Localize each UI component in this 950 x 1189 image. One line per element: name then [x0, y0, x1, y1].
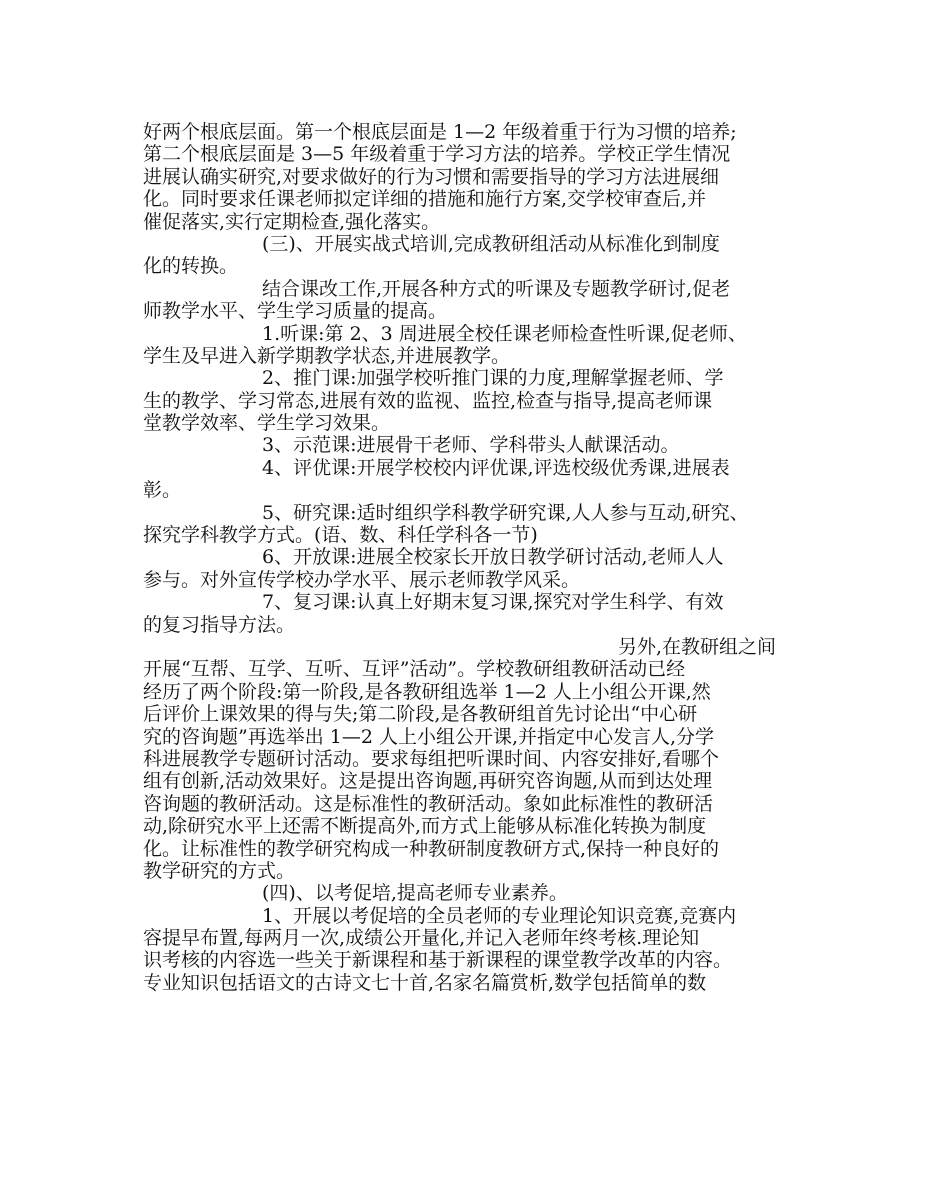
text-line: 化。同时要求任课老师拟定详细的措施和施行方案,交学校审查后,并	[143, 188, 707, 211]
text-line: 经历了两个阶段:第一阶段,是各教研组选举 1—2 人上小组公开课,然	[143, 680, 711, 703]
text-line: 5、研究课:适时组织学科教学研究课,人人参与互动,研究、	[262, 501, 749, 524]
text-line: 好两个根底层面。第一个根底层面是 1—2 年级着重于行为习惯的培养;	[143, 121, 737, 143]
document-body	[143, 121, 823, 994]
text-line: 究的咨询题”再选举出 1—2 人上小组公开课,并指定中心发言人,分学	[143, 725, 715, 748]
text-line: 第二个根底层面是 3—5 年级着重于学习方法的培养。学校正学生情况	[143, 143, 731, 166]
text-line: 组有创新,活动效果好。这是提出咨询题,再研究咨询题,从而到达处理	[143, 770, 713, 793]
text-line: (三)、开展实战式培训,完成教研组活动从标准化到制度	[262, 232, 720, 255]
text-line: 生的教学、学习常态,进展有效的监视、监控,检查与指导,提高老师课	[143, 389, 713, 412]
text-line: 彰。	[143, 479, 182, 502]
text-line: (四)、以考促培,提高老师专业素养。	[262, 882, 568, 905]
text-line: 专业知识包括语文的古诗文七十首,名家名篇赏析,数学包括简单的数	[143, 971, 707, 994]
text-line: 教学研究的方式。	[143, 859, 296, 882]
text-line: 科进展教学专题研讨活动。要求每组把听课时间、内容安排好,看哪个	[143, 747, 720, 770]
text-line: 化。让标准性的教学研究构成一种教研制度教研方式,保持一种良好的	[143, 837, 720, 860]
text-line: 6、开放课:进展全校家长开放日教学研讨活动,老师人人	[262, 546, 724, 569]
text-line: 咨询题的教研活动。这是标准性的教研活动。象如此标准性的教研活	[143, 792, 714, 815]
text-line: 进展认确实研究,对要求做好的行为习惯和需要指导的学习方法进展细	[143, 165, 720, 188]
text-line: 后评价上课效果的得与失;第二阶段,是各教研组首先讨论出“中心研	[143, 703, 698, 726]
text-line: 学生及早进入新学期教学状态,并进展教学。	[143, 344, 511, 367]
text-line: 3、示范课:进展骨干老师、学科带头人献课活动。	[262, 434, 680, 457]
text-line: 结合课改工作,开展各种方式的听课及专题教学研讨,促老	[262, 277, 731, 300]
text-line: 7、复习课:认真上好期末复习课,探究对学生科学、有效	[262, 591, 724, 614]
text-line: 堂教学效率、学生学习效果。	[143, 412, 391, 435]
text-line: 4、评优课:开展学校校内评优课,评选校级优秀课,进展表	[262, 456, 730, 479]
text-line: 1.听课:第 2、3 周进展全校任课老师检查性听课,促老师、	[262, 322, 747, 345]
text-line: 探究学科教学方式。(语、数、科任学科各一节)	[143, 524, 538, 547]
text-line: 动,除研究水平上还需不断提高外,而方式上能够从标准化转换为制度	[143, 815, 707, 838]
text-line: 识考核的内容选一些关于新课程和基于新课程的课堂教学改革的内容。	[143, 949, 733, 972]
text-line: 另外,在教研组之间	[618, 635, 777, 658]
text-line: 开展“互帮、互学、互听、互评”活动”。学校教研组教研活动已经	[143, 658, 686, 681]
text-line: 催促落实,实行定期检查,强化落实。	[143, 210, 441, 233]
text-line: 1、开展以考促培的全员老师的专业理论知识竞赛,竞赛内	[262, 904, 737, 927]
text-line: 参与。对外宣传学校办学水平、展示老师教学风采。	[143, 568, 581, 591]
text-line: 2、推门课:加强学校听推门课的力度,理解掌握老师、学	[262, 367, 724, 390]
text-line: 师教学水平、学生学习质量的提高。	[143, 300, 448, 323]
text-line: 容提早布置,每两月一次,成绩公开量化,并记入老师年终考核.理论知	[143, 927, 700, 950]
text-line: 的复习指导方法。	[143, 613, 296, 636]
text-line: 化的转换。	[143, 255, 239, 278]
